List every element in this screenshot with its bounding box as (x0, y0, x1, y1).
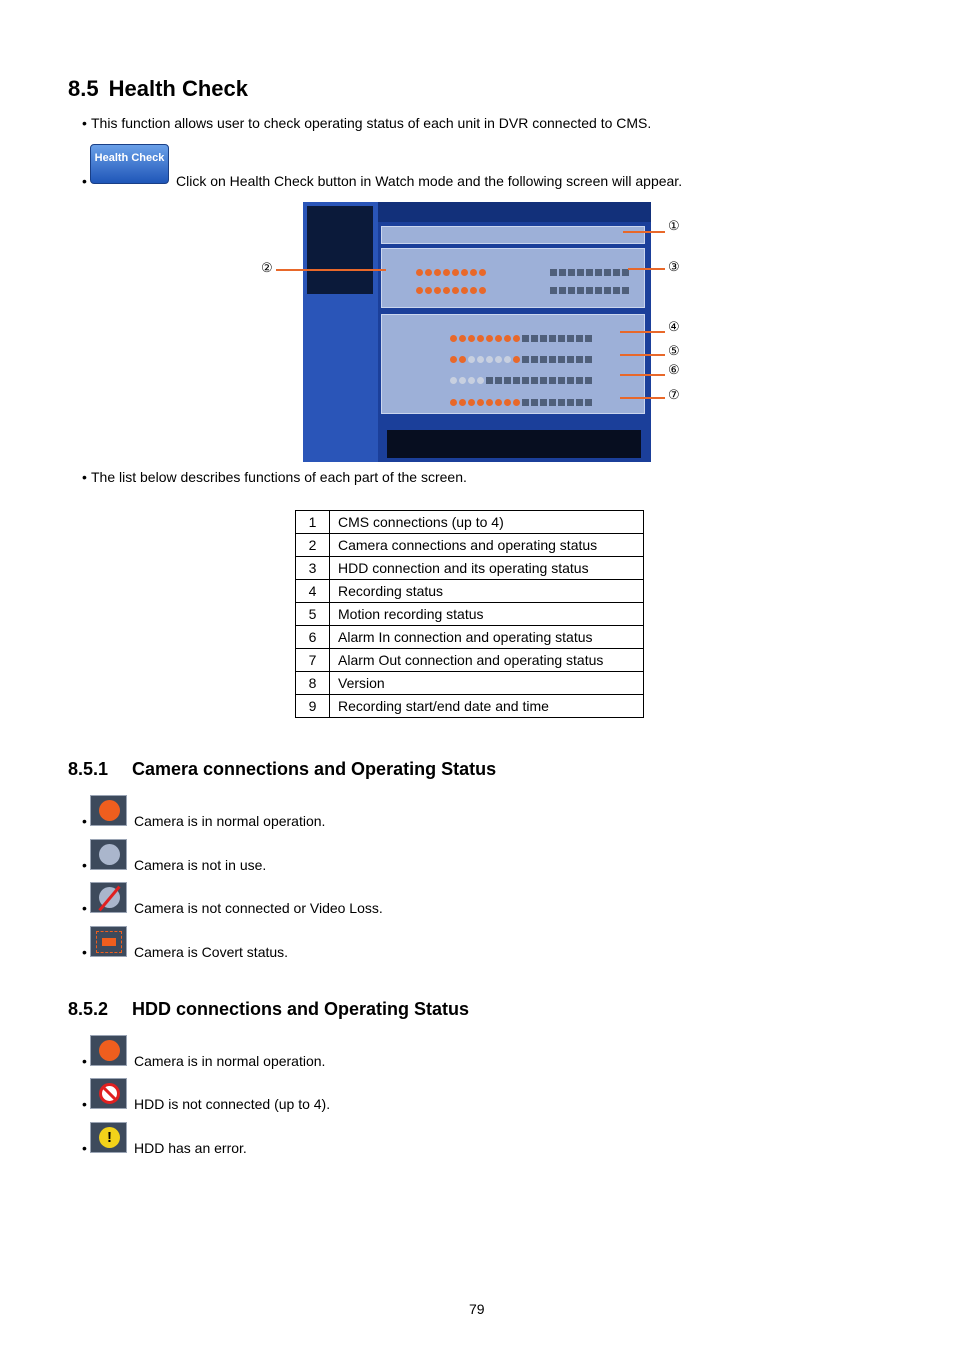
bullet: • (82, 944, 87, 960)
section-title (68, 76, 248, 102)
bullet: • (82, 857, 87, 873)
section-title-text: Health Check (108, 76, 248, 101)
camera-dots-row1 (416, 269, 486, 276)
list-intro: The list below describes functions of each part of the screen. (91, 469, 467, 485)
bullet: • (82, 1140, 87, 1156)
row-number: 9 (296, 695, 330, 718)
table-row (296, 626, 644, 649)
row-number: 7 (296, 649, 330, 672)
table-row (296, 511, 644, 534)
subsection-title: HDD connections and Operating Status (132, 999, 470, 1019)
control-panel (303, 202, 378, 462)
table-row (296, 534, 644, 557)
health-check-screenshot (303, 202, 651, 462)
subsection-hdd (68, 999, 469, 1020)
status-panel (381, 314, 645, 414)
callout-4: ④ (668, 319, 680, 334)
row-number: 5 (296, 603, 330, 626)
camera-item: Camera is not in use. (134, 857, 267, 873)
page-number: 79 (469, 1301, 485, 1317)
row-description: Motion recording status (330, 603, 644, 626)
callout-1: ① (668, 218, 680, 233)
subsection-camera (68, 759, 496, 780)
row-description: Camera connections and operating status (330, 534, 644, 557)
arrow-7 (620, 397, 665, 399)
arrow-1 (623, 231, 665, 233)
callout-2: ② (261, 260, 273, 275)
callout-7: ⑦ (668, 387, 680, 402)
arrow-5 (620, 354, 665, 356)
table-row (296, 557, 644, 580)
subsection-number: 8.5.1 (68, 759, 109, 779)
camera-normal-icon (90, 795, 127, 826)
row-number: 8 (296, 672, 330, 695)
table-row (296, 672, 644, 695)
row-number: 2 (296, 534, 330, 557)
bullet: • (82, 469, 87, 485)
camera-video-loss-icon (90, 882, 127, 913)
row-description: Version (330, 672, 644, 695)
bullet: • (82, 1096, 87, 1112)
hc-instruction: Click on Health Check button in Watch mode and the following screen will appear. (176, 173, 683, 189)
row-description: HDD connection and its operating status (330, 557, 644, 580)
top-toolbar (378, 202, 651, 222)
bullet: • (82, 173, 87, 189)
site-tree (307, 206, 373, 294)
row-number: 3 (296, 557, 330, 580)
bullet: • (82, 1053, 87, 1069)
arrow-4 (620, 331, 665, 333)
hdd-not-connected-icon (90, 1078, 127, 1109)
arrow-2 (276, 269, 386, 271)
row-description: Recording status (330, 580, 644, 603)
recording-row (450, 335, 592, 342)
info-bar (381, 226, 645, 244)
hdd-normal-icon (90, 1035, 127, 1066)
alarm-out-row (450, 399, 592, 406)
hdd-error-icon: ! (90, 1122, 127, 1153)
camera-not-in-use-icon (90, 839, 127, 870)
camera-item: Camera is in normal operation. (134, 813, 326, 829)
subsection-title: Camera connections and Operating Status (132, 759, 497, 779)
row-number: 4 (296, 580, 330, 603)
subsection-number: 8.5.2 (68, 999, 109, 1019)
camera-item: Camera is not connected or Video Loss. (134, 900, 383, 916)
event-log (387, 430, 641, 458)
alarm-in-row (450, 377, 592, 384)
camera-covert-icon (90, 926, 127, 957)
hdd-item: HDD has an error. (134, 1140, 247, 1156)
section-number: 8.5 (68, 76, 99, 101)
hdd-item: HDD is not connected (up to 4). (134, 1096, 331, 1112)
health-check-panel (381, 248, 645, 308)
hdd-row2 (550, 287, 629, 294)
motion-row (450, 356, 592, 363)
row-description: CMS connections (up to 4) (330, 511, 644, 534)
arrow-6 (620, 374, 665, 376)
table-row (296, 649, 644, 672)
row-number: 1 (296, 511, 330, 534)
bullet: • (82, 813, 87, 829)
table-row (296, 580, 644, 603)
bullet: • (82, 900, 87, 916)
hdd-row1 (550, 269, 629, 276)
callout-3: ③ (668, 259, 680, 274)
row-description: Alarm In connection and operating status (330, 626, 644, 649)
camera-item: Camera is Covert status. (134, 944, 289, 960)
hdd-item: Camera is in normal operation. (134, 1053, 326, 1069)
arrow-3 (628, 268, 665, 270)
table-row (296, 695, 644, 718)
row-description: Recording start/end date and time (330, 695, 644, 718)
table-row (296, 603, 644, 626)
row-description: Alarm Out connection and operating status (330, 649, 644, 672)
parts-table (295, 510, 644, 718)
callout-5: ⑤ (668, 343, 680, 358)
camera-dots-row2 (416, 287, 486, 294)
callout-6: ⑥ (668, 362, 680, 377)
row-number: 6 (296, 626, 330, 649)
bullet: • (82, 115, 87, 131)
health-check-button[interactable]: Health Check (90, 144, 169, 184)
intro-text: This function allows user to check operating status of each unit in DVR connected to CMS. (91, 115, 652, 131)
